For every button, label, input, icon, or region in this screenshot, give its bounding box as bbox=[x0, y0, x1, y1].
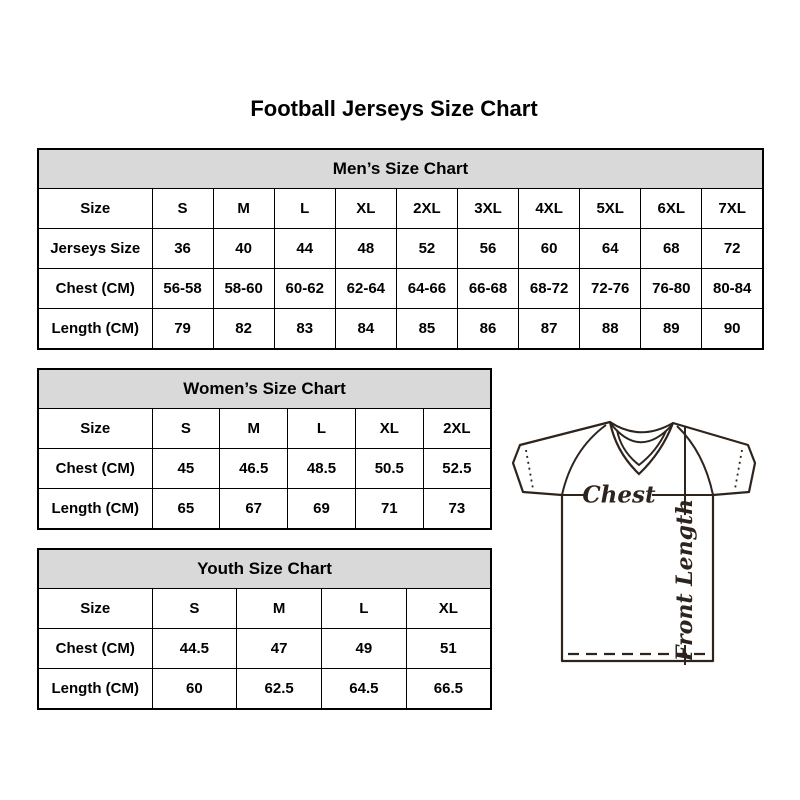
size-value-cell: M bbox=[213, 189, 274, 229]
table-row bbox=[38, 449, 491, 489]
size-value-cell: 40 bbox=[213, 229, 274, 269]
jersey-outline bbox=[513, 422, 755, 661]
womens-table-title: Women’s Size Chart bbox=[38, 369, 491, 409]
table-row bbox=[38, 309, 763, 350]
jersey-cuff-dotted-left bbox=[526, 450, 533, 489]
row-label: Jerseys Size bbox=[38, 229, 152, 269]
size-value-cell: 62.5 bbox=[237, 669, 322, 710]
size-value-cell: 44.5 bbox=[152, 629, 237, 669]
size-value-cell: XL bbox=[355, 409, 423, 449]
size-value-cell: 60-62 bbox=[274, 269, 335, 309]
jersey-measurement-diagram bbox=[506, 418, 770, 668]
row-label: Size bbox=[38, 409, 152, 449]
size-value-cell: L bbox=[322, 589, 407, 629]
size-value-cell: M bbox=[220, 409, 288, 449]
size-value-cell: 47 bbox=[237, 629, 322, 669]
size-value-cell: XL bbox=[335, 189, 396, 229]
jersey-sleeve-seam-right bbox=[677, 426, 713, 495]
size-value-cell: 64 bbox=[580, 229, 641, 269]
size-value-cell: 62-64 bbox=[335, 269, 396, 309]
size-value-cell: L bbox=[288, 409, 356, 449]
table-row bbox=[38, 189, 763, 229]
row-label: Length (CM) bbox=[38, 309, 152, 350]
size-value-cell: 72-76 bbox=[580, 269, 641, 309]
table-row bbox=[38, 669, 491, 710]
mens-size-table bbox=[37, 148, 764, 350]
size-value-cell: 49 bbox=[322, 629, 407, 669]
womens-size-table bbox=[37, 368, 492, 530]
size-value-cell: 66-68 bbox=[457, 269, 518, 309]
row-label: Chest (CM) bbox=[38, 449, 152, 489]
size-value-cell: 60 bbox=[519, 229, 580, 269]
size-value-cell: 6XL bbox=[641, 189, 702, 229]
size-value-cell: 90 bbox=[702, 309, 763, 350]
size-value-cell: 76-80 bbox=[641, 269, 702, 309]
size-value-cell: 50.5 bbox=[355, 449, 423, 489]
size-value-cell: 2XL bbox=[396, 189, 457, 229]
size-value-cell: 85 bbox=[396, 309, 457, 350]
size-value-cell: S bbox=[152, 589, 237, 629]
size-value-cell: 52 bbox=[396, 229, 457, 269]
chest-label: Chest bbox=[582, 481, 656, 509]
size-value-cell: 64.5 bbox=[322, 669, 407, 710]
size-value-cell: 52.5 bbox=[423, 449, 491, 489]
page-title: Football Jerseys Size Chart bbox=[250, 96, 538, 121]
size-value-cell: 51 bbox=[406, 629, 491, 669]
size-value-cell: 48 bbox=[335, 229, 396, 269]
size-value-cell: 7XL bbox=[702, 189, 763, 229]
size-value-cell: 46.5 bbox=[220, 449, 288, 489]
size-value-cell: 56 bbox=[457, 229, 518, 269]
row-label: Length (CM) bbox=[38, 669, 152, 710]
size-value-cell: 71 bbox=[355, 489, 423, 530]
size-value-cell: 60 bbox=[152, 669, 237, 710]
size-value-cell: 83 bbox=[274, 309, 335, 350]
size-value-cell: 89 bbox=[641, 309, 702, 350]
size-value-cell: 58-60 bbox=[213, 269, 274, 309]
size-value-cell: 4XL bbox=[519, 189, 580, 229]
size-value-cell: 69 bbox=[288, 489, 356, 530]
size-value-cell: 2XL bbox=[423, 409, 491, 449]
size-value-cell: 36 bbox=[152, 229, 213, 269]
size-value-cell: 82 bbox=[213, 309, 274, 350]
table-row bbox=[38, 269, 763, 309]
row-label: Chest (CM) bbox=[38, 629, 152, 669]
jersey-cuff-dotted-right bbox=[735, 450, 742, 489]
row-label: Size bbox=[38, 189, 152, 229]
size-value-cell: M bbox=[237, 589, 322, 629]
size-value-cell: 87 bbox=[519, 309, 580, 350]
size-value-cell: 88 bbox=[580, 309, 641, 350]
size-value-cell: 56-58 bbox=[152, 269, 213, 309]
front-length-label: Front Length bbox=[672, 498, 698, 662]
size-value-cell: L bbox=[274, 189, 335, 229]
table-row bbox=[38, 589, 491, 629]
youth-table-title: Youth Size Chart bbox=[38, 549, 491, 589]
size-value-cell: XL bbox=[406, 589, 491, 629]
table-header-row bbox=[38, 549, 491, 589]
youth-size-table bbox=[37, 548, 492, 710]
size-value-cell: 67 bbox=[220, 489, 288, 530]
row-label: Size bbox=[38, 589, 152, 629]
row-label: Chest (CM) bbox=[38, 269, 152, 309]
size-value-cell: 66.5 bbox=[406, 669, 491, 710]
size-value-cell: 48.5 bbox=[288, 449, 356, 489]
size-value-cell: 3XL bbox=[457, 189, 518, 229]
mens-table-title: Men’s Size Chart bbox=[38, 149, 763, 189]
size-value-cell: 64-66 bbox=[396, 269, 457, 309]
size-value-cell: 86 bbox=[457, 309, 518, 350]
jersey-collar-outer bbox=[610, 422, 673, 474]
jersey-collar-back-curve bbox=[610, 422, 673, 432]
size-value-cell: 45 bbox=[152, 449, 220, 489]
size-value-cell: 80-84 bbox=[702, 269, 763, 309]
table-row bbox=[38, 629, 491, 669]
table-row bbox=[38, 489, 491, 530]
size-value-cell: 72 bbox=[702, 229, 763, 269]
size-value-cell: 44 bbox=[274, 229, 335, 269]
table-header-row bbox=[38, 149, 763, 189]
row-label: Length (CM) bbox=[38, 489, 152, 530]
table-row bbox=[38, 409, 491, 449]
size-value-cell: 68 bbox=[641, 229, 702, 269]
table-row bbox=[38, 229, 763, 269]
size-value-cell: 79 bbox=[152, 309, 213, 350]
size-value-cell: S bbox=[152, 409, 220, 449]
jersey-collar-inner bbox=[617, 430, 666, 465]
size-value-cell: 84 bbox=[335, 309, 396, 350]
table-header-row bbox=[38, 369, 491, 409]
size-value-cell: 5XL bbox=[580, 189, 641, 229]
size-value-cell: 73 bbox=[423, 489, 491, 530]
size-value-cell: 68-72 bbox=[519, 269, 580, 309]
size-value-cell: 65 bbox=[152, 489, 220, 530]
size-value-cell: S bbox=[152, 189, 213, 229]
